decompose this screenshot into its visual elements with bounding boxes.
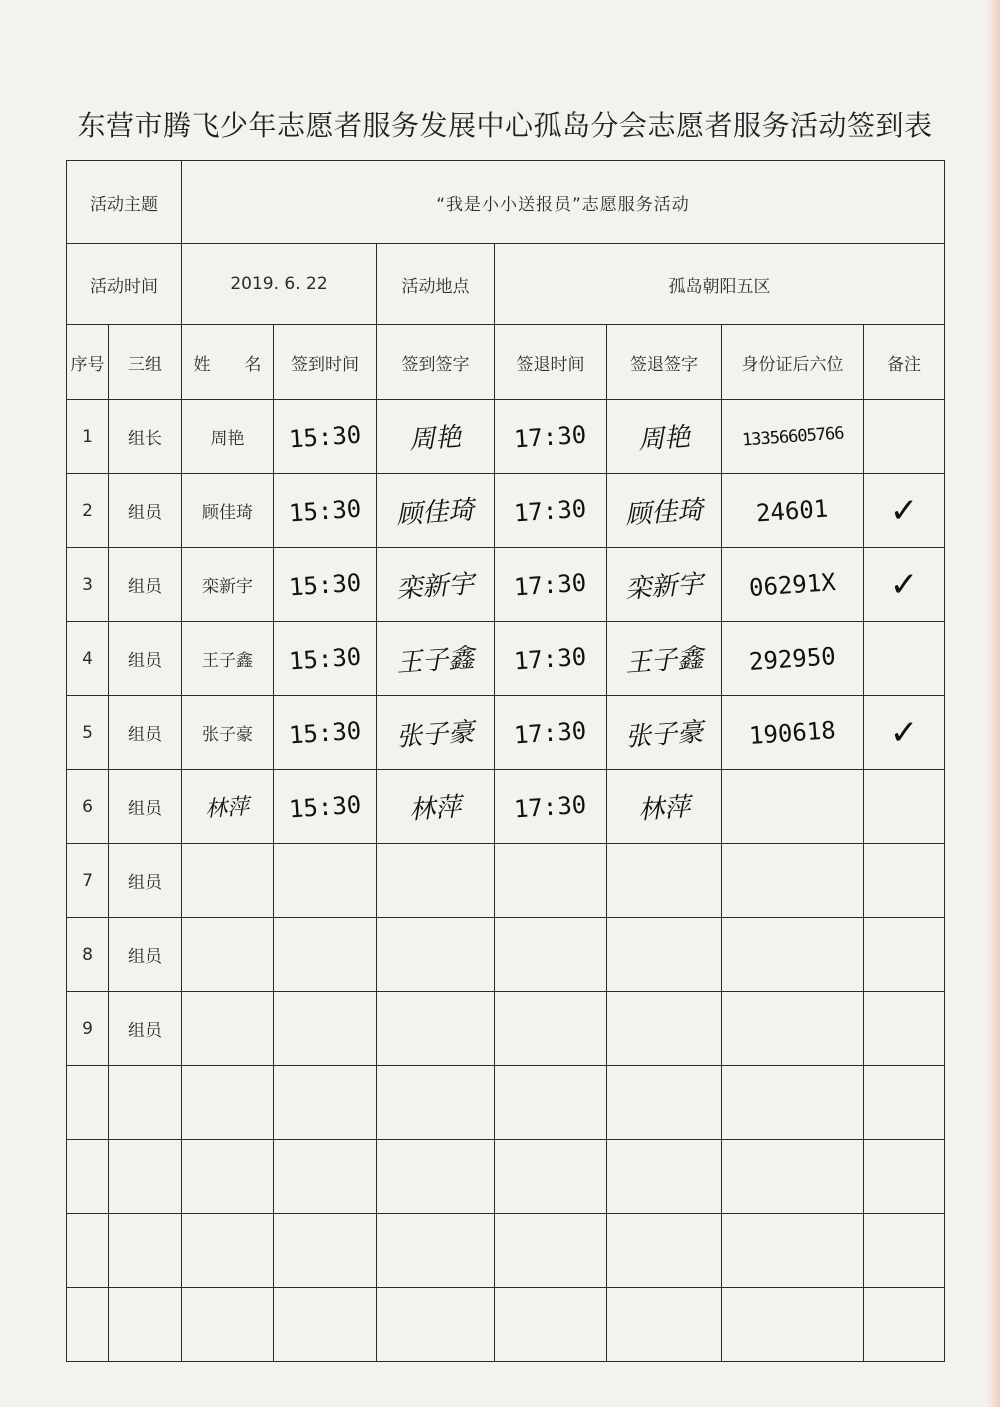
document-title: 东营市腾飞少年志愿者服务发展中心孤岛分会志愿者服务活动签到表 [77, 109, 933, 142]
row-id-last6-text: 292950 [748, 641, 837, 676]
row-out-signature-text: 王子鑫 [624, 643, 705, 679]
table-row [67, 1140, 945, 1214]
row-name [182, 992, 274, 1066]
row-out-time-text: 17:30 [513, 642, 588, 675]
header-out-time: 签退时间 [495, 325, 607, 400]
page-edge-tint [986, 0, 1000, 1407]
row-in-signature [377, 770, 495, 844]
table-row [67, 1066, 945, 1140]
row-out-signature-text: 顾佳琦 [624, 495, 705, 531]
row-number [67, 1140, 109, 1214]
row-id-last6 [722, 400, 864, 474]
row-out-signature [607, 1288, 722, 1362]
row-in-time [274, 622, 377, 696]
row-number [67, 992, 109, 1066]
row-note [864, 1140, 945, 1214]
row-group [109, 696, 182, 770]
row-out-signature-text: 周艳 [637, 422, 692, 456]
row-group [109, 622, 182, 696]
row-group-text: 组员 [128, 651, 162, 671]
row-note-text: ✓ [889, 712, 919, 753]
row-out-signature-text: 林萍 [637, 792, 692, 826]
row-in-signature-text: 顾佳琦 [395, 495, 476, 531]
row-out-signature [607, 992, 722, 1066]
row-number [67, 474, 109, 548]
row-number-text: 6 [82, 796, 93, 817]
row-number [67, 696, 109, 770]
row-group [109, 918, 182, 992]
row-id-last6 [722, 770, 864, 844]
row-name [182, 770, 274, 844]
row-in-time [274, 844, 377, 918]
row-group [109, 770, 182, 844]
row-id-last6 [722, 622, 864, 696]
row-name-text: 张子豪 [202, 725, 253, 745]
table-row [67, 844, 945, 918]
row-in-signature [377, 1140, 495, 1214]
row-group-text: 组员 [128, 1021, 162, 1041]
row-in-time [274, 696, 377, 770]
table-row [67, 992, 945, 1066]
row-name-text: 林萍 [204, 794, 251, 823]
row-group-text: 组员 [128, 947, 162, 967]
row-id-last6 [722, 474, 864, 548]
row-out-signature [607, 1214, 722, 1288]
row-note [864, 400, 945, 474]
row-out-signature [607, 1140, 722, 1214]
row-note [864, 918, 945, 992]
row-in-signature-text: 王子鑫 [395, 643, 476, 679]
theme-row [67, 161, 945, 244]
row-name [182, 548, 274, 622]
row-in-signature [377, 918, 495, 992]
place-value: 孤岛朝阳五区 [495, 244, 945, 325]
row-in-time [274, 1288, 377, 1362]
header-no: 序号 [67, 325, 109, 400]
table-row [67, 918, 945, 992]
row-out-time-text: 17:30 [513, 790, 588, 823]
row-number [67, 770, 109, 844]
row-group-text: 组长 [128, 429, 162, 449]
row-note [864, 474, 945, 548]
row-out-signature [607, 474, 722, 548]
row-id-last6 [722, 696, 864, 770]
row-name-text: 顾佳琦 [202, 503, 253, 523]
row-out-time [495, 1214, 607, 1288]
row-number [67, 622, 109, 696]
row-name-text: 周艳 [210, 429, 245, 449]
row-id-last6-text: 06291X [748, 567, 837, 602]
row-id-last6 [722, 918, 864, 992]
row-out-time [495, 474, 607, 548]
row-group [109, 1214, 182, 1288]
table-row [67, 696, 945, 770]
row-out-time [495, 918, 607, 992]
header-in-sign: 签到签字 [377, 325, 495, 400]
row-note [864, 992, 945, 1066]
row-id-last6 [722, 548, 864, 622]
row-out-signature [607, 696, 722, 770]
row-in-time-text: 15:30 [287, 568, 363, 601]
row-number-text: 1 [82, 426, 93, 447]
row-out-time [495, 844, 607, 918]
row-in-signature [377, 992, 495, 1066]
row-note [864, 622, 945, 696]
row-out-time [495, 1066, 607, 1140]
row-name [182, 1288, 274, 1362]
row-number-text: 9 [82, 1018, 93, 1039]
row-out-signature [607, 400, 722, 474]
row-in-signature [377, 622, 495, 696]
row-out-signature [607, 548, 722, 622]
row-id-last6 [722, 1066, 864, 1140]
row-group [109, 992, 182, 1066]
row-number [67, 1214, 109, 1288]
row-out-time [495, 1288, 607, 1362]
row-group [109, 1140, 182, 1214]
row-number-text: 2 [82, 500, 93, 521]
row-in-time [274, 770, 377, 844]
row-name [182, 844, 274, 918]
row-note-text: ✓ [889, 490, 919, 531]
time-place-row [67, 244, 945, 325]
row-in-time-text: 15:30 [287, 420, 363, 453]
row-number-text: 7 [82, 870, 93, 891]
row-in-time [274, 992, 377, 1066]
header-group: 三组 [109, 325, 182, 400]
header-id6: 身份证后六位 [722, 325, 864, 400]
header-name: 姓 名 [182, 325, 274, 400]
row-out-time [495, 696, 607, 770]
header-out-sign: 签退签字 [607, 325, 722, 400]
row-number [67, 918, 109, 992]
table-row [67, 1288, 945, 1362]
row-group [109, 474, 182, 548]
row-out-time [495, 400, 607, 474]
row-group-text: 组员 [128, 577, 162, 597]
row-out-signature [607, 844, 722, 918]
table-row [67, 622, 945, 696]
row-in-time [274, 1066, 377, 1140]
row-in-signature [377, 1066, 495, 1140]
row-out-time-text: 17:30 [513, 494, 588, 527]
row-note [864, 548, 945, 622]
row-note [864, 1214, 945, 1288]
row-number [67, 548, 109, 622]
column-header-row [67, 325, 945, 400]
row-id-last6 [722, 1288, 864, 1362]
row-in-time-text: 15:30 [287, 642, 363, 675]
row-note [864, 770, 945, 844]
row-id-last6-text: 190618 [748, 715, 837, 750]
theme-value: “我是小小送报员”志愿服务活动 [182, 161, 945, 244]
row-name [182, 696, 274, 770]
row-group [109, 1288, 182, 1362]
table-row [67, 400, 945, 474]
row-note [864, 844, 945, 918]
row-in-time [274, 1140, 377, 1214]
row-out-signature [607, 622, 722, 696]
row-in-signature-text: 栾新宇 [395, 569, 476, 605]
row-number-text: 5 [82, 722, 93, 743]
row-in-signature [377, 1288, 495, 1362]
row-note [864, 1288, 945, 1362]
row-group-text: 组员 [128, 503, 162, 523]
row-id-last6 [722, 844, 864, 918]
row-in-signature-text: 周艳 [408, 422, 463, 456]
row-in-time-text: 15:30 [287, 716, 363, 749]
row-in-signature-text: 林萍 [408, 792, 463, 826]
table-row [67, 548, 945, 622]
row-name [182, 918, 274, 992]
row-name [182, 1066, 274, 1140]
row-out-signature [607, 918, 722, 992]
row-out-signature [607, 1066, 722, 1140]
row-name-text: 王子鑫 [202, 651, 253, 671]
row-name-text: 栾新宇 [202, 577, 253, 597]
row-number [67, 1288, 109, 1362]
table-row [67, 1214, 945, 1288]
row-in-time [274, 400, 377, 474]
place-label: 活动地点 [377, 244, 495, 325]
row-in-signature [377, 844, 495, 918]
row-group-text: 组员 [128, 873, 162, 893]
row-out-time-text: 17:30 [513, 716, 588, 749]
row-number-text: 4 [82, 648, 93, 669]
row-note [864, 696, 945, 770]
row-in-signature [377, 696, 495, 770]
row-in-time-text: 15:30 [287, 790, 363, 823]
theme-label: 活动主题 [67, 161, 182, 244]
row-group [109, 400, 182, 474]
row-group [109, 844, 182, 918]
row-out-signature [607, 770, 722, 844]
row-in-signature [377, 1214, 495, 1288]
row-group-text: 组员 [128, 725, 162, 745]
row-id-last6 [722, 1214, 864, 1288]
row-out-time [495, 548, 607, 622]
row-out-time [495, 992, 607, 1066]
row-out-signature-text: 张子豪 [624, 717, 705, 753]
row-in-time [274, 918, 377, 992]
row-name [182, 400, 274, 474]
row-out-time [495, 622, 607, 696]
row-note [864, 1066, 945, 1140]
row-number [67, 400, 109, 474]
row-out-time [495, 770, 607, 844]
row-number-text: 3 [82, 574, 93, 595]
table-row [67, 474, 945, 548]
row-id-last6-text: 13356605766 [741, 422, 844, 451]
header-in-time: 签到时间 [274, 325, 377, 400]
row-number-text: 8 [82, 944, 93, 965]
header-note: 备注 [864, 325, 945, 400]
row-group-text: 组员 [128, 799, 162, 819]
row-in-signature [377, 400, 495, 474]
row-out-time-text: 17:30 [513, 568, 588, 601]
row-in-signature [377, 474, 495, 548]
row-name [182, 622, 274, 696]
time-label: 活动时间 [67, 244, 182, 325]
sign-in-sheet-table [66, 160, 945, 1362]
row-group [109, 1066, 182, 1140]
row-in-time [274, 1214, 377, 1288]
row-group [109, 548, 182, 622]
row-in-signature [377, 548, 495, 622]
row-in-signature-text: 张子豪 [395, 717, 476, 753]
row-name [182, 1214, 274, 1288]
row-in-time [274, 474, 377, 548]
row-in-time-text: 15:30 [287, 494, 363, 527]
row-id-last6 [722, 992, 864, 1066]
row-name [182, 474, 274, 548]
time-value: 2019. 6. 22 [182, 244, 377, 325]
row-note-text: ✓ [889, 564, 919, 605]
row-out-time [495, 1140, 607, 1214]
row-out-time-text: 17:30 [513, 420, 588, 453]
row-name [182, 1140, 274, 1214]
row-number [67, 844, 109, 918]
row-out-signature-text: 栾新宇 [624, 569, 705, 605]
row-id-last6-text: 24601 [755, 494, 830, 527]
table-row [67, 770, 945, 844]
row-in-time [274, 548, 377, 622]
row-id-last6 [722, 1140, 864, 1214]
row-number [67, 1066, 109, 1140]
